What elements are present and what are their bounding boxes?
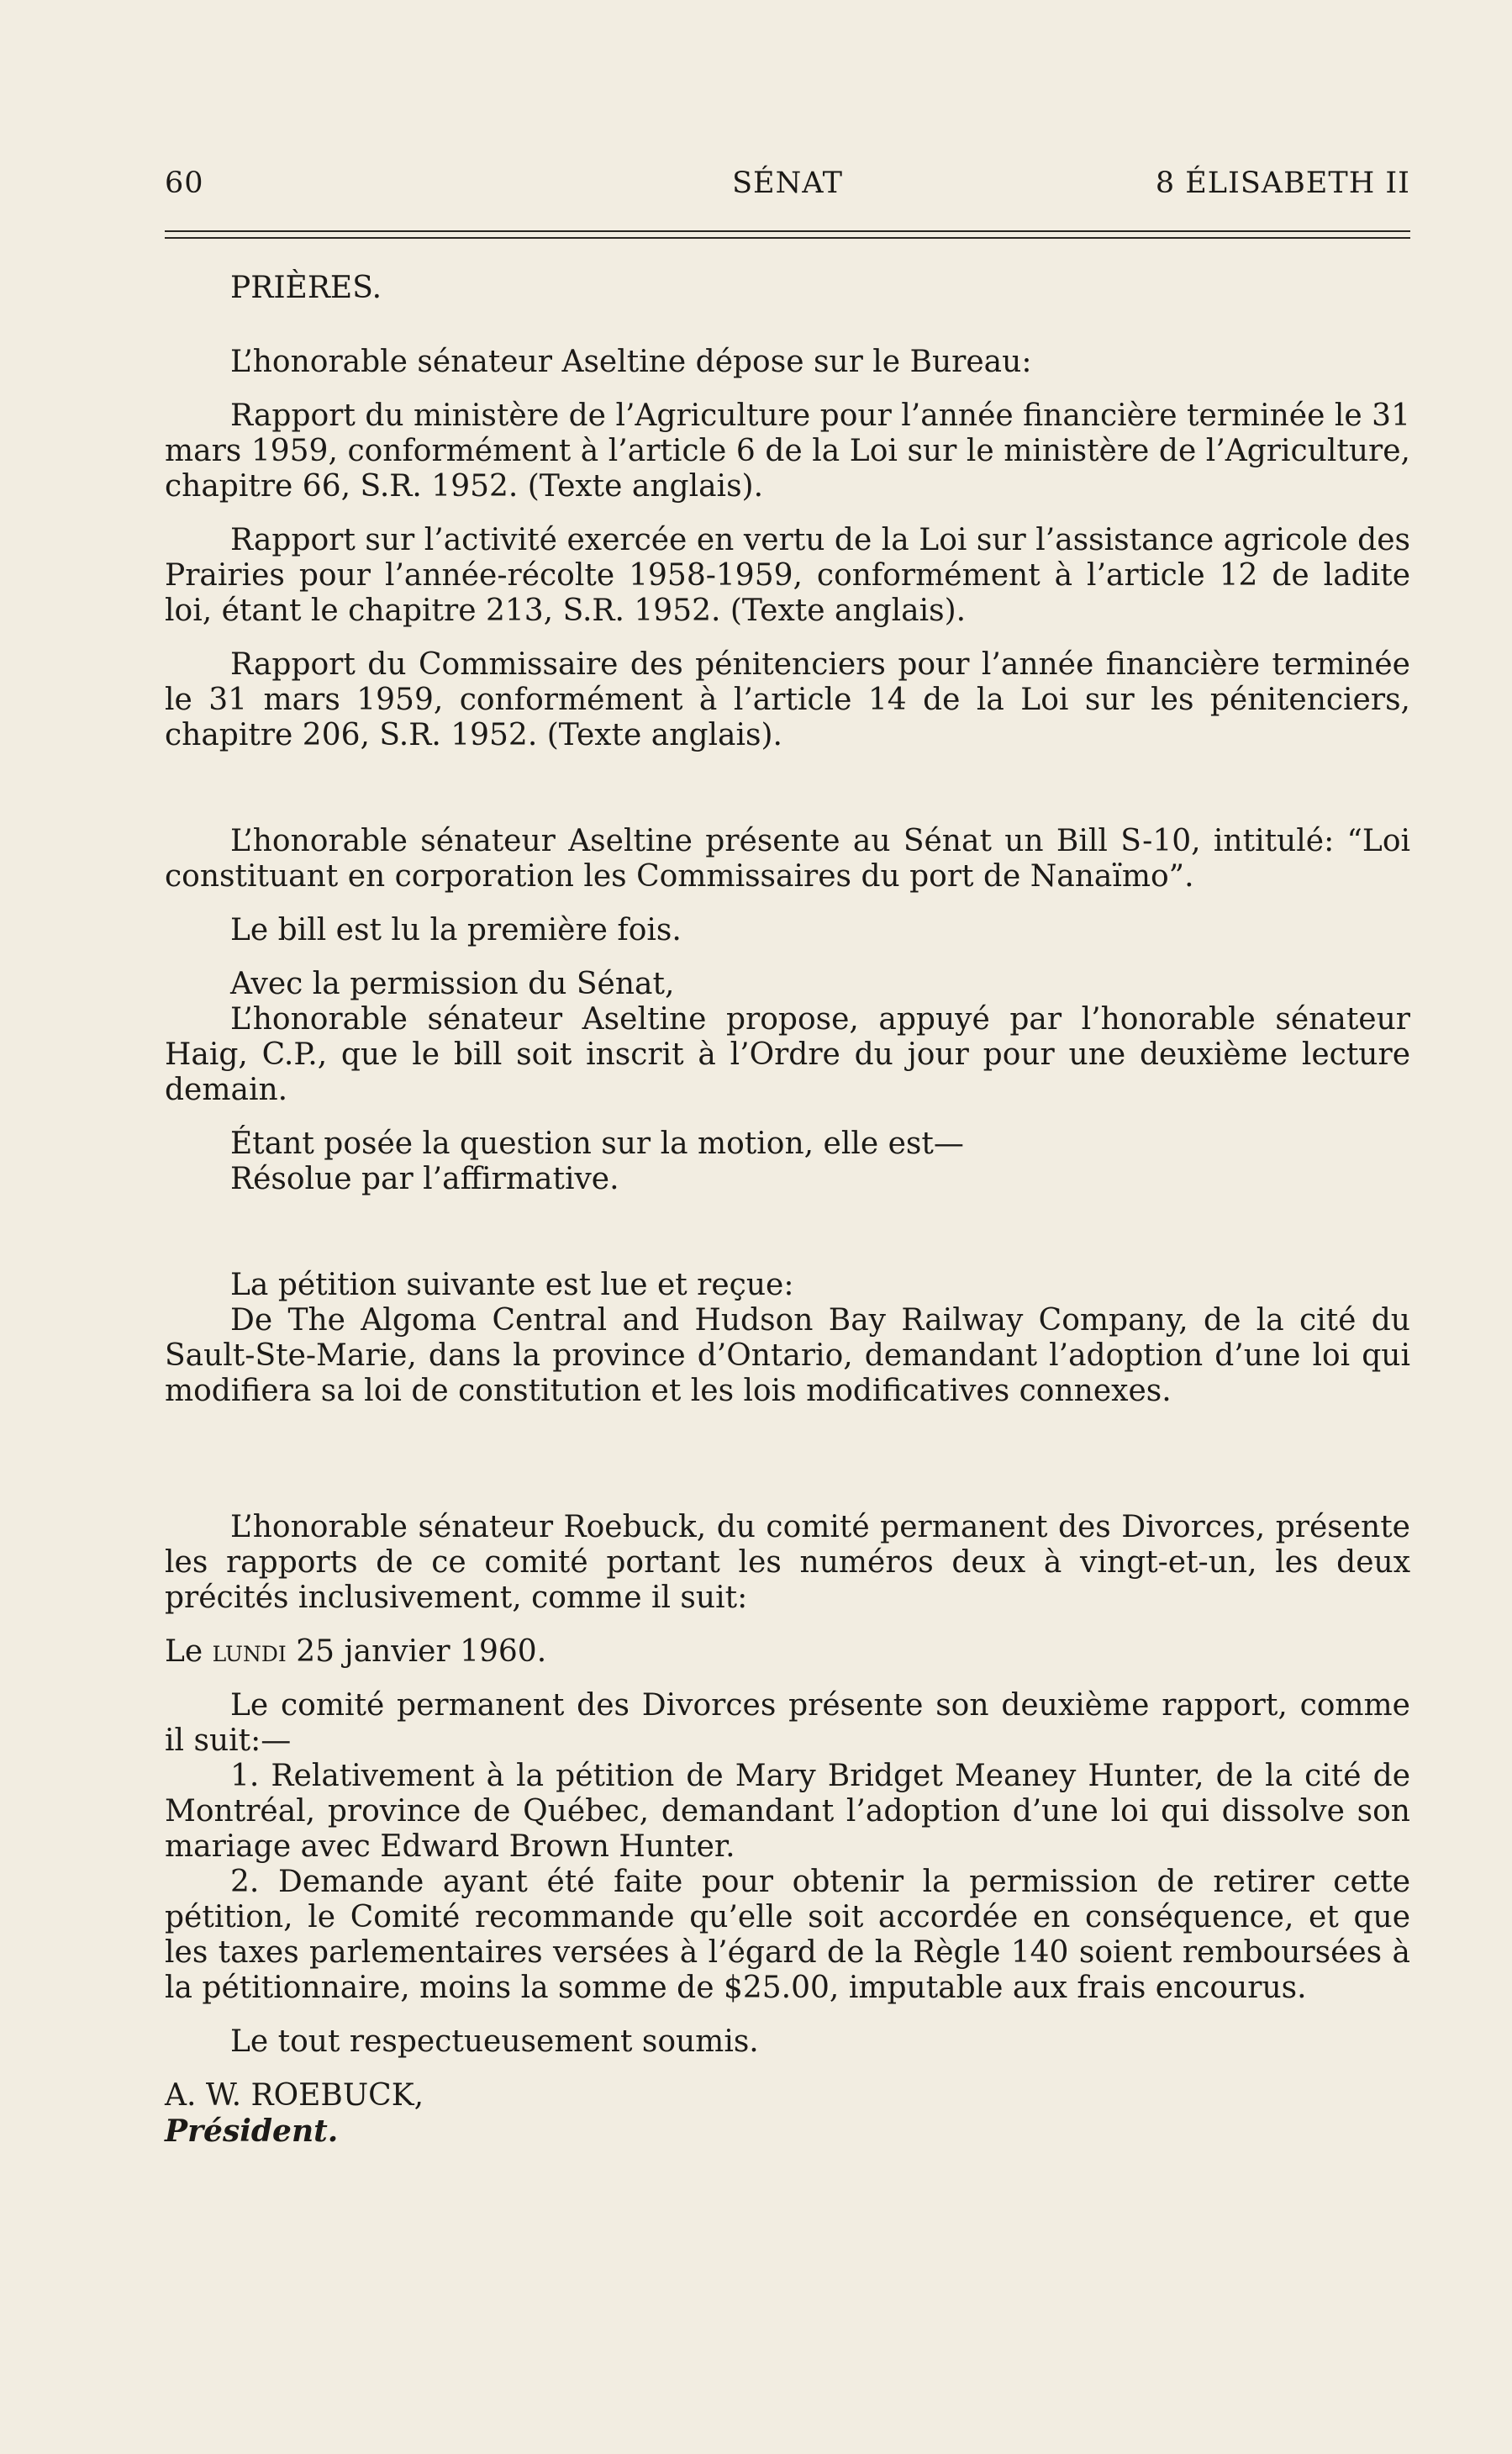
question-put: Étant posée la question sur la motion, elle est— [230,1127,964,1161]
running-header [165,166,1410,217]
bill-s10-intro: L’honorable sénateur Aseltine présente au Sénat un Bill S-10, intitulé: “Loi constituant en corporation les Commissaires du port de Nanaïmo”. [165,824,1410,894]
closing-submission: Le tout respectueusement soumis. [230,2024,759,2059]
report-penitentiaries: Rapport du Commissaire des pénitenciers pour l’année financière terminée le 31 mars 1959, conformément à l’article 14 de la Loi sur les pénitenciers, chapitre 206, S.R. 1952. (Texte anglais). [165,647,1410,752]
report-item-2: 2. Demande ayant été faite pour obtenir la permission de retirer cette pétition, le Comité recommande qu’elle soit accordée en conséquence, et que les taxes parlementaires versées à l’égard de la Règle 140 soient remboursées à la pétitionnaire, moins la somme de $25.00, imputable aux frais encourus. [165,1865,1410,2005]
senate-permission: Avec la permission du Sénat, [230,967,675,1001]
header-rule-bottom [165,237,1410,239]
first-reading: Le bill est lu la première fois. [230,913,682,947]
committee-second-report: Le comité permanent des Divorces présente son deuxième rapport, comme il suit:— [165,1688,1410,1758]
report-date-prefix: Le [165,1634,213,1669]
report-prairie-assistance: Rapport sur l’activité exercée en vertu de la Loi sur l’assistance agricole des Prairies pour l’année-récolte 1958-1959, conformément à l’article 12 de ladite loi, étant le chapitre 213, S.R. 1952. (Texte anglais). [165,523,1410,628]
signature-name: A. W. ROEBUCK, [165,2078,424,2113]
report-agriculture: Rapport du ministère de l’Agriculture pour l’année financière terminée le 31 mars 1959, conformément à l’article 6 de la Loi sur le ministère de l’Agriculture, chapitre 66, S.R. 1952. (Texte anglais). [165,398,1410,504]
report-date-day: lundi [212,1634,287,1669]
page-number: 60 [165,166,204,200]
resolved-affirmative: Résolue par l’affirmative. [230,1162,619,1196]
deposit-intro: L’honorable sénateur Aseltine dépose sur le Bureau: [230,345,1032,379]
report-date-rest: 25 janvier 1960. [286,1634,547,1669]
report-item-1: 1. Relativement à la pétition de Mary Bridget Meaney Hunter, de la cité de Montréal, province de Québec, demandant l’adoption d’une loi qui dissolve son mariage avec Edward Brown Hunter. [165,1759,1410,1864]
petition-intro: La pétition suivante est lue et reçue: [230,1268,794,1302]
second-reading-motion: L’honorable sénateur Aseltine propose, appuyé par l’honorable sénateur Haig, C.P., que le bill soit inscrit à l’Ordre du jour pour une deuxième lecture demain. [165,1002,1410,1107]
header-regnal-year: 8 ÉLISABETH II [1155,166,1410,200]
document-body [165,271,1410,2149]
report-date [165,1634,1410,1670]
petition-algoma-railway: De The Algoma Central and Hudson Bay Railway Company, de la cité du Sault-Ste-Marie, dans la province d’Ontario, demandant l’adoption d’une loi qui modifiera sa loi de constitution et les lois modificatives connexes. [165,1303,1410,1408]
signature-title: Président. [165,2114,339,2149]
header-title: SÉNAT [732,166,843,200]
header-rule-top [165,230,1410,232]
prayers-heading: PRIÈRES. [230,271,382,305]
divorce-committee-intro: L’honorable sénateur Roebuck, du comité permanent des Divorces, présente les rapports de ce comité portant les numéros deux à vingt-et-un, les deux précités inclusivement, comme il suit: [165,1510,1410,1615]
